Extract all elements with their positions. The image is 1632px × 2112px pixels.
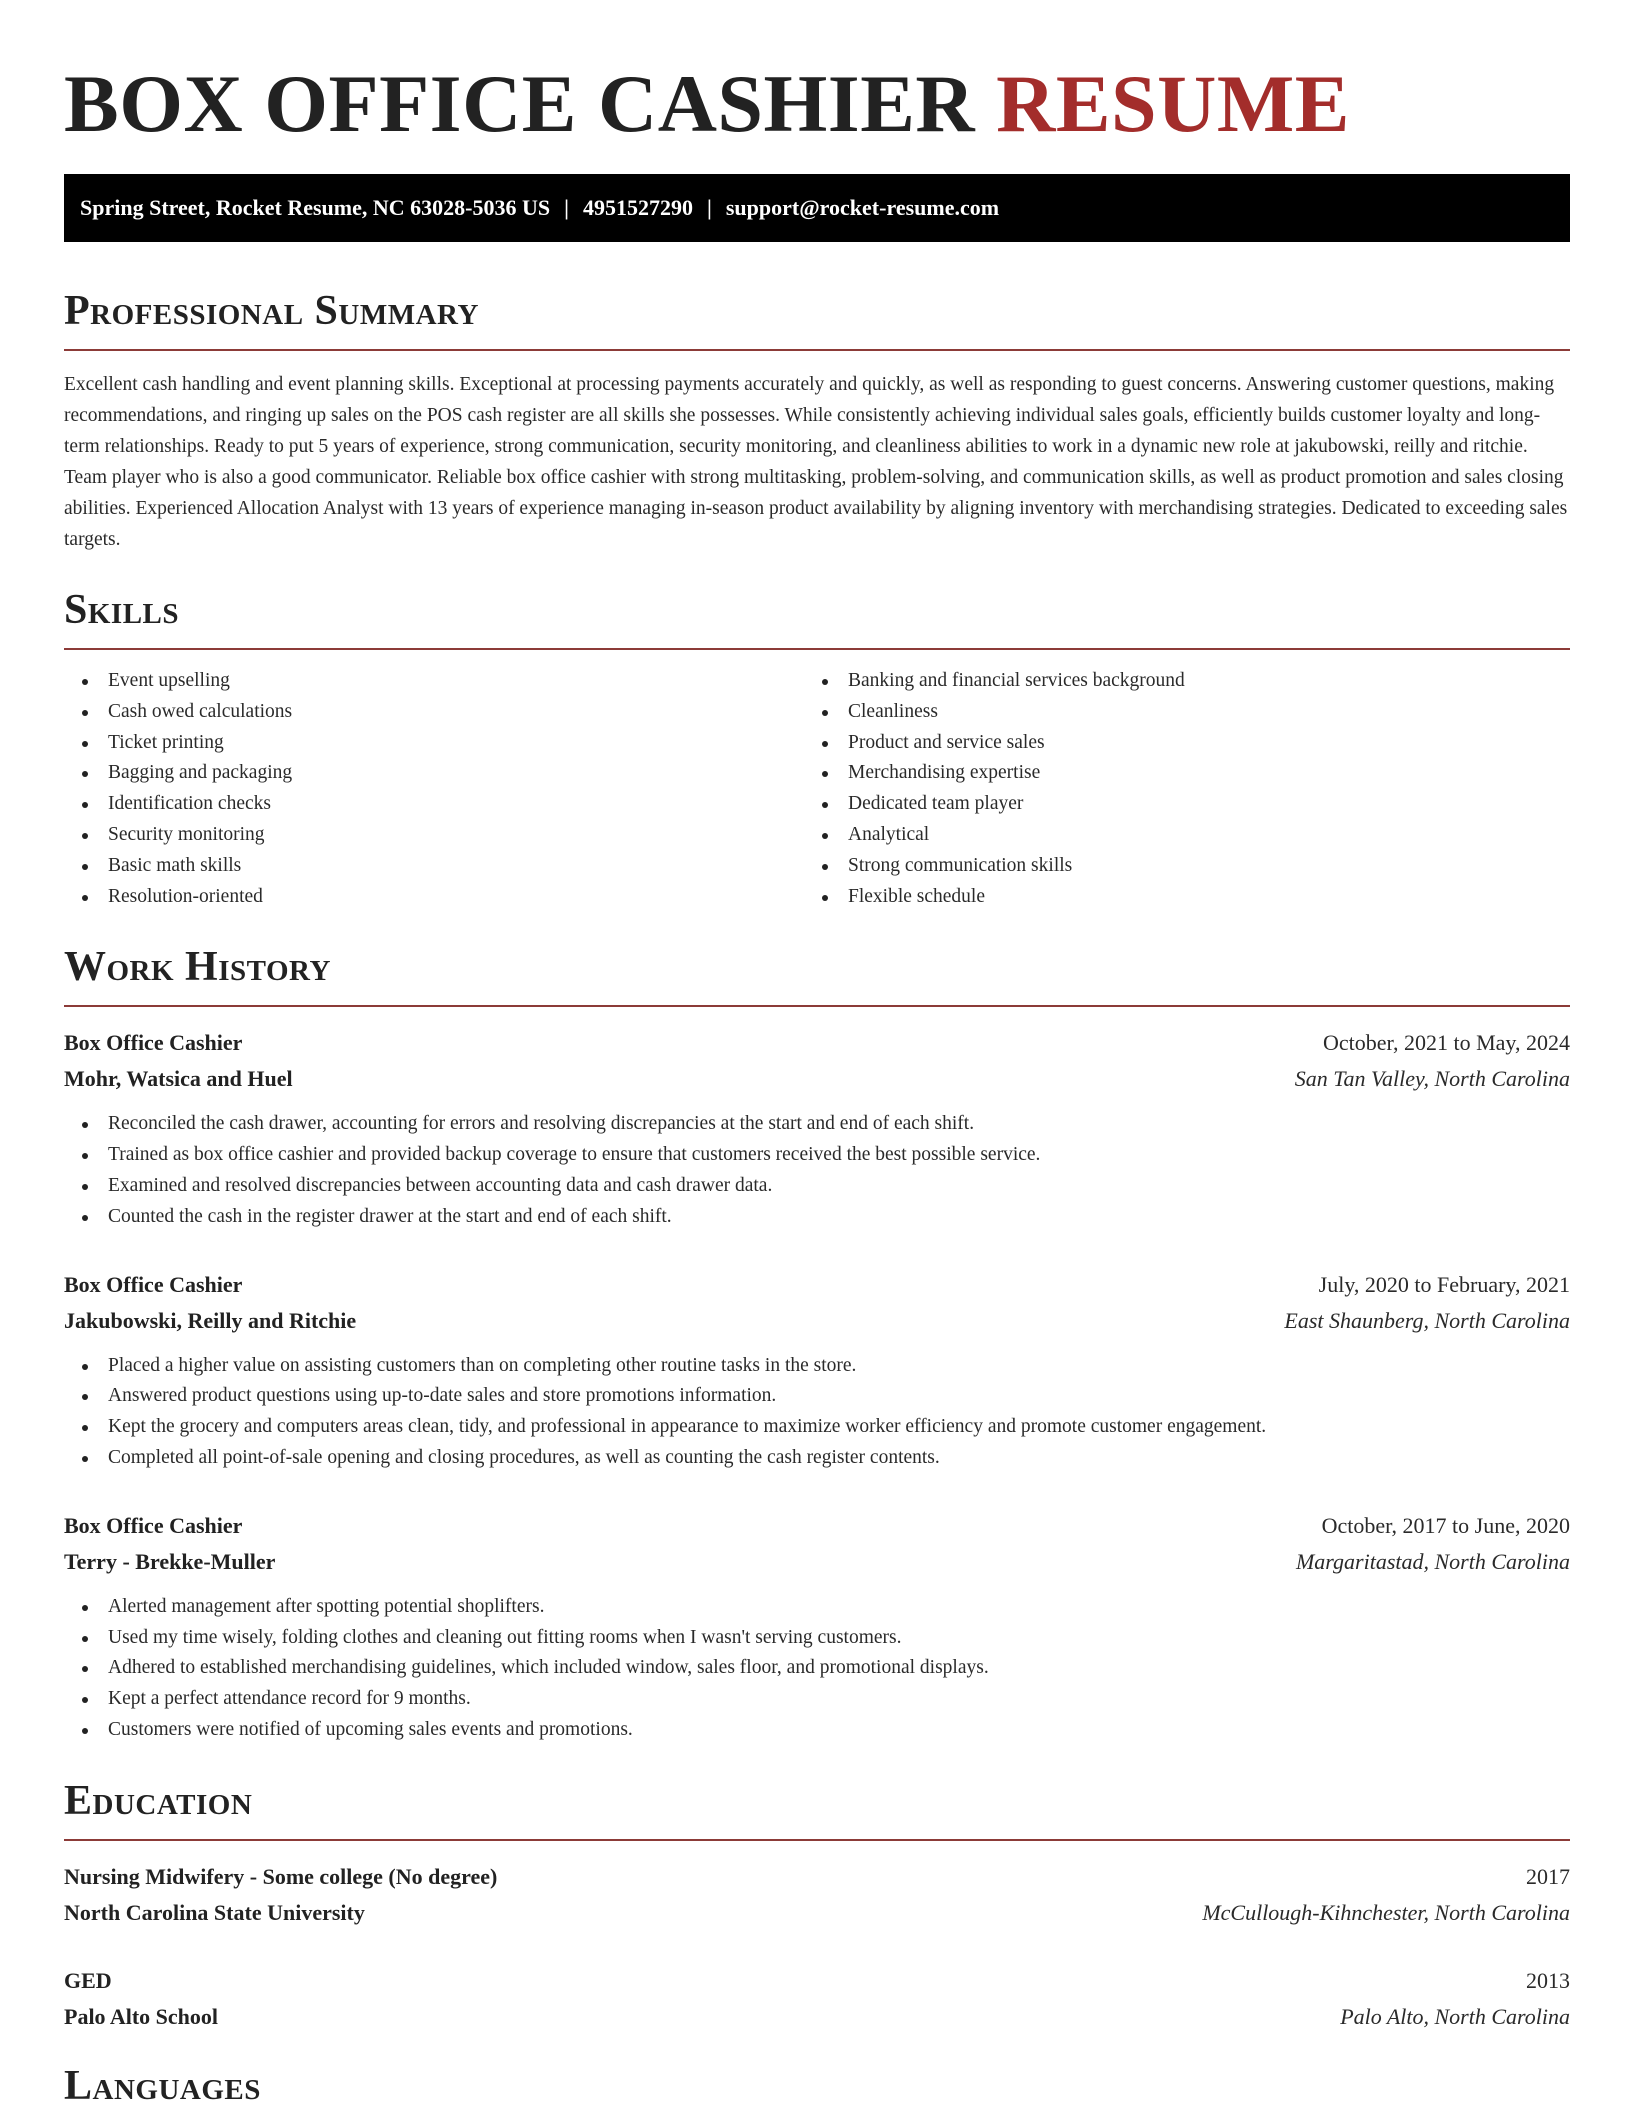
job-company: Jakubowski, Reilly and Ritchie: [64, 1307, 357, 1333]
contact-phone: 4951527290: [582, 195, 693, 220]
skills-list-left: [64, 666, 804, 912]
job-company-row: [64, 1544, 1570, 1580]
job-header-row: [64, 1508, 1570, 1544]
contact-email[interactable]: support@rocket-resume.com: [725, 195, 1000, 220]
title-main: BOX OFFICE CASHIER: [64, 58, 976, 149]
resume-title: [64, 56, 1570, 152]
education-year: 2017: [1526, 1863, 1570, 1889]
education-degree: GED: [64, 1967, 112, 1993]
job-header-row: [64, 1025, 1570, 1061]
education-entry: [64, 1859, 1570, 1931]
job-title: Box Office Cashier: [64, 1030, 243, 1056]
education-section: [64, 1776, 1570, 2035]
skill-item: Merchandising expertise: [804, 758, 1544, 789]
skill-item: Product and service sales: [804, 728, 1544, 759]
skill-item: Resolution-oriented: [64, 882, 804, 913]
job-company-row: [64, 1061, 1570, 1097]
section-heading-languages: Languages: [64, 2062, 261, 2109]
skill-item: Strong communication skills: [804, 851, 1544, 882]
skill-item: Flexible schedule: [804, 882, 1544, 913]
education-location: Palo Alto, North Carolina: [1340, 2003, 1570, 2029]
summary-text: Excellent cash handling and event planning skills. Exceptional at processing payments accurately and quickly, as well as responding to guest concerns. Answering customer questions, making recommendations, and ringing up sales on the POS cash register are all skills she possesses. While consistently achieving individual sales goals, efficiently builds customer loyalty and long-term relationships. Ready to put 5 years of experience, strong communication, security monitoring, and cleanliness abilities to work in a dynamic new role at jakubowski, reilly and ritchie. Team player who is also a good communicator. Reliable box office cashier with strong multitasking, problem-solving, and communication skills, as well as product promotion and sales closing abilities. Experienced Allocation Analyst with 13 years of experience managing in-season product availability by aligning inventory with merchandising strategies. Dedicated to exceeding sales targets.: [64, 374, 1568, 550]
job-entry: [64, 1025, 1570, 1232]
section-heading-summary: Professional Summary: [64, 288, 479, 334]
resume-content: [64, 56, 1570, 2111]
education-entry: [64, 1963, 1570, 2035]
job-dates: July, 2020 to February, 2021: [1318, 1271, 1570, 1297]
section-heading-skills: Skills: [64, 587, 180, 633]
skills-columns: [64, 666, 1570, 912]
skill-item: Cash owed calculations: [64, 697, 804, 728]
job-duties: [64, 1109, 1570, 1232]
education-year: 2013: [1526, 1967, 1570, 1993]
job-company: Terry - Brekke-Muller: [64, 1548, 276, 1574]
job-company: Mohr, Watsica and Huel: [64, 1066, 293, 1092]
skill-item: Bagging and packaging: [64, 758, 804, 789]
skill-item: Dedicated team player: [804, 789, 1544, 820]
job-entry: [64, 1508, 1570, 1746]
education-header-row: [64, 1859, 1570, 1895]
job-duty: Trained as box office cashier and provided backup coverage to ensure that customers received the best possible service.: [64, 1140, 1570, 1171]
job-company-row: [64, 1303, 1570, 1339]
section-heading-education: Education: [64, 1777, 253, 1824]
education-location: McCullough-Kihnchester, North Carolina: [1202, 1899, 1570, 1925]
job-duty: Completed all point-of-sale opening and closing procedures, as well as counting the cash register contents.: [64, 1443, 1570, 1474]
education-header-row: [64, 1963, 1570, 1999]
languages-section: [64, 2061, 1570, 2111]
skills-list-right: [804, 666, 1544, 912]
skill-item: Event upselling: [64, 666, 804, 697]
job-duties: [64, 1351, 1570, 1474]
skill-item: Ticket printing: [64, 728, 804, 759]
education-degree: Nursing Midwifery - Some college (No degree): [64, 1863, 498, 1889]
job-duty: Alerted management after spotting potential shoplifters.: [64, 1592, 1570, 1623]
job-duty: Customers were notified of upcoming sales events and promotions.: [64, 1715, 1570, 1746]
skill-item: Analytical: [804, 820, 1544, 851]
job-dates: October, 2017 to June, 2020: [1321, 1512, 1570, 1538]
education-school-row: [64, 1895, 1570, 1931]
job-title: Box Office Cashier: [64, 1271, 243, 1297]
contact-separator: |: [564, 195, 569, 220]
job-header-row: [64, 1267, 1570, 1303]
job-duty: Used my time wisely, folding clothes and cleaning out fitting rooms when I wasn't serving customers.: [64, 1623, 1570, 1654]
job-title: Box Office Cashier: [64, 1512, 243, 1538]
education-school: North Carolina State University: [64, 1899, 365, 1925]
work-history-section: [64, 942, 1570, 1745]
job-duty: Reconciled the cash drawer, accounting for errors and resolving discrepancies at the start and end of each shift.: [64, 1109, 1570, 1140]
job-duty: Placed a higher value on assisting customers than on completing other routine tasks in the store.: [64, 1351, 1570, 1382]
skill-item: Banking and financial services background: [804, 666, 1544, 697]
job-location: San Tan Valley, North Carolina: [1294, 1066, 1570, 1092]
job-location: Margaritastad, North Carolina: [1295, 1548, 1570, 1574]
skills-section: [64, 585, 1570, 912]
skill-item: Security monitoring: [64, 820, 804, 851]
job-entry: [64, 1267, 1570, 1474]
section-heading-work-history: Work History: [64, 944, 331, 991]
job-duties: [64, 1592, 1570, 1746]
summary-section: [64, 286, 1570, 555]
title-accent: RESUME: [996, 58, 1350, 149]
section-divider: [64, 349, 1570, 351]
skill-item: Basic math skills: [64, 851, 804, 882]
job-duty: Examined and resolved discrepancies between accounting data and cash drawer data.: [64, 1171, 1570, 1202]
job-location: East Shaunberg, North Carolina: [1284, 1307, 1570, 1333]
contact-address: Spring Street, Rocket Resume, NC 63028-5036 US: [80, 195, 551, 220]
skill-item: Cleanliness: [804, 697, 1544, 728]
job-duty: Answered product questions using up-to-date sales and store promotions information.: [64, 1381, 1570, 1412]
job-duty: Kept the grocery and computers areas clean, tidy, and professional in appearance to maximize worker efficiency and promote customer engagement.: [64, 1412, 1570, 1443]
contact-bar: [64, 174, 1570, 242]
job-duty: Adhered to established merchandising guidelines, which included window, sales floor, and promotional displays.: [64, 1653, 1570, 1684]
job-dates: October, 2021 to May, 2024: [1323, 1030, 1570, 1056]
section-divider: [64, 1005, 1570, 1007]
education-school-row: [64, 1999, 1570, 2035]
section-divider: [64, 1839, 1570, 1841]
skill-item: Identification checks: [64, 789, 804, 820]
contact-separator: |: [706, 195, 712, 220]
section-divider: [64, 648, 1570, 650]
job-duty: Kept a perfect attendance record for 9 months.: [64, 1684, 1570, 1715]
job-duty: Counted the cash in the register drawer at the start and end of each shift.: [64, 1202, 1570, 1233]
education-school: Palo Alto School: [64, 2003, 219, 2029]
